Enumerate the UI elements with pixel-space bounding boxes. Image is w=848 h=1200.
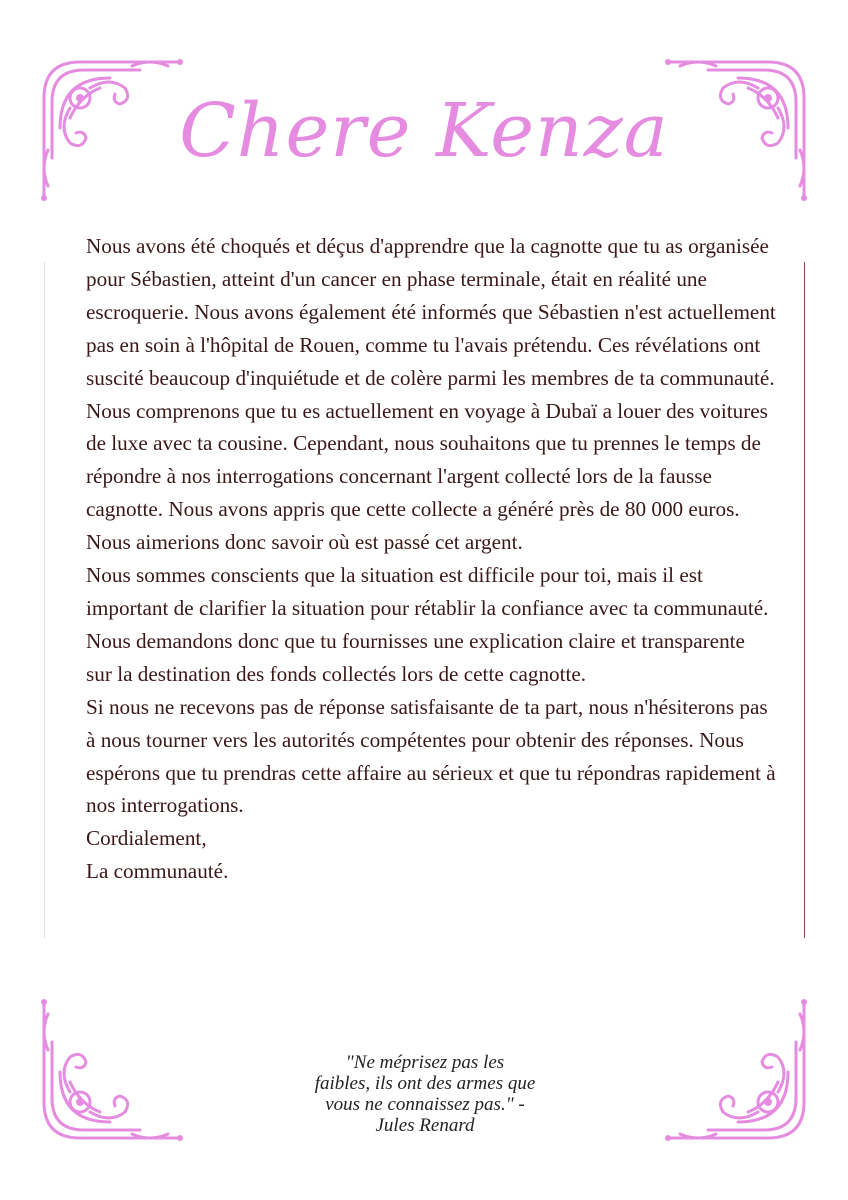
letter-body: [86, 230, 776, 888]
corner-ornament-bottom-right-icon: [648, 982, 808, 1142]
letter-title: Chere Kenza: [179, 88, 669, 174]
letter-paragraph: Nous comprenons que tu es actuellement en voyage à Dubaï a louer des voitures de luxe avec ta cousine. Cependant, nous souhaitons que tu prennes le temps de répondre à nos interrogations concernant l'argent collecté lors de la fausse cagnotte. Nous avons appris que cette collecte a généré près de 80 000 euros. Nous aimerions donc savoir où est passé cet argent.: [86, 398, 768, 555]
letter-paragraph: Nous sommes conscients que la situation est difficile pour toi, mais il est important de clarifier la situation pour rétablir la confiance avec ta communauté. Nous demandons donc que tu fournisses une explication claire et transparente sur la destination des fonds collectés lors de cette cagnotte.: [86, 563, 769, 686]
letter-closing: Cordialement,: [86, 826, 207, 851]
quote-line: faibles, ils ont des armes que: [314, 1073, 536, 1094]
footer-quote: [290, 1052, 560, 1136]
letter-signature: La communauté.: [86, 859, 229, 884]
quote-author: Jules Renard: [375, 1115, 475, 1136]
left-margin-rule: [44, 262, 45, 938]
corner-ornament-bottom-left-icon: [40, 982, 200, 1142]
quote-line: vous ne connaissez pas." -: [325, 1094, 525, 1115]
letter-paragraph: Nous avons été choqués et déçus d'apprendre que la cagnotte que tu as organisée pour Sébastien, atteint d'un cancer en phase terminale, était en réalité une escroquerie. Nous avons également été informés que Sébastien n'est actuellement pas en soin à l'hôpital de Rouen, comme tu l'avais prétendu. Ces révélations ont suscité beaucoup d'inquiétude et de colère parmi les membres de ta communauté.: [86, 234, 776, 390]
letter-paragraph: Si nous ne recevons pas de réponse satisfaisante de ta part, nous n'hésiterons pas à nous tourner vers les autorités compétentes pour obtenir des réponses. Nous espérons que tu prendras cette affaire au sérieux et que tu répondras rapidement à nos interrogations.: [86, 694, 776, 818]
right-margin-rule: [804, 262, 805, 938]
quote-line: "Ne méprisez pas les: [345, 1052, 505, 1073]
